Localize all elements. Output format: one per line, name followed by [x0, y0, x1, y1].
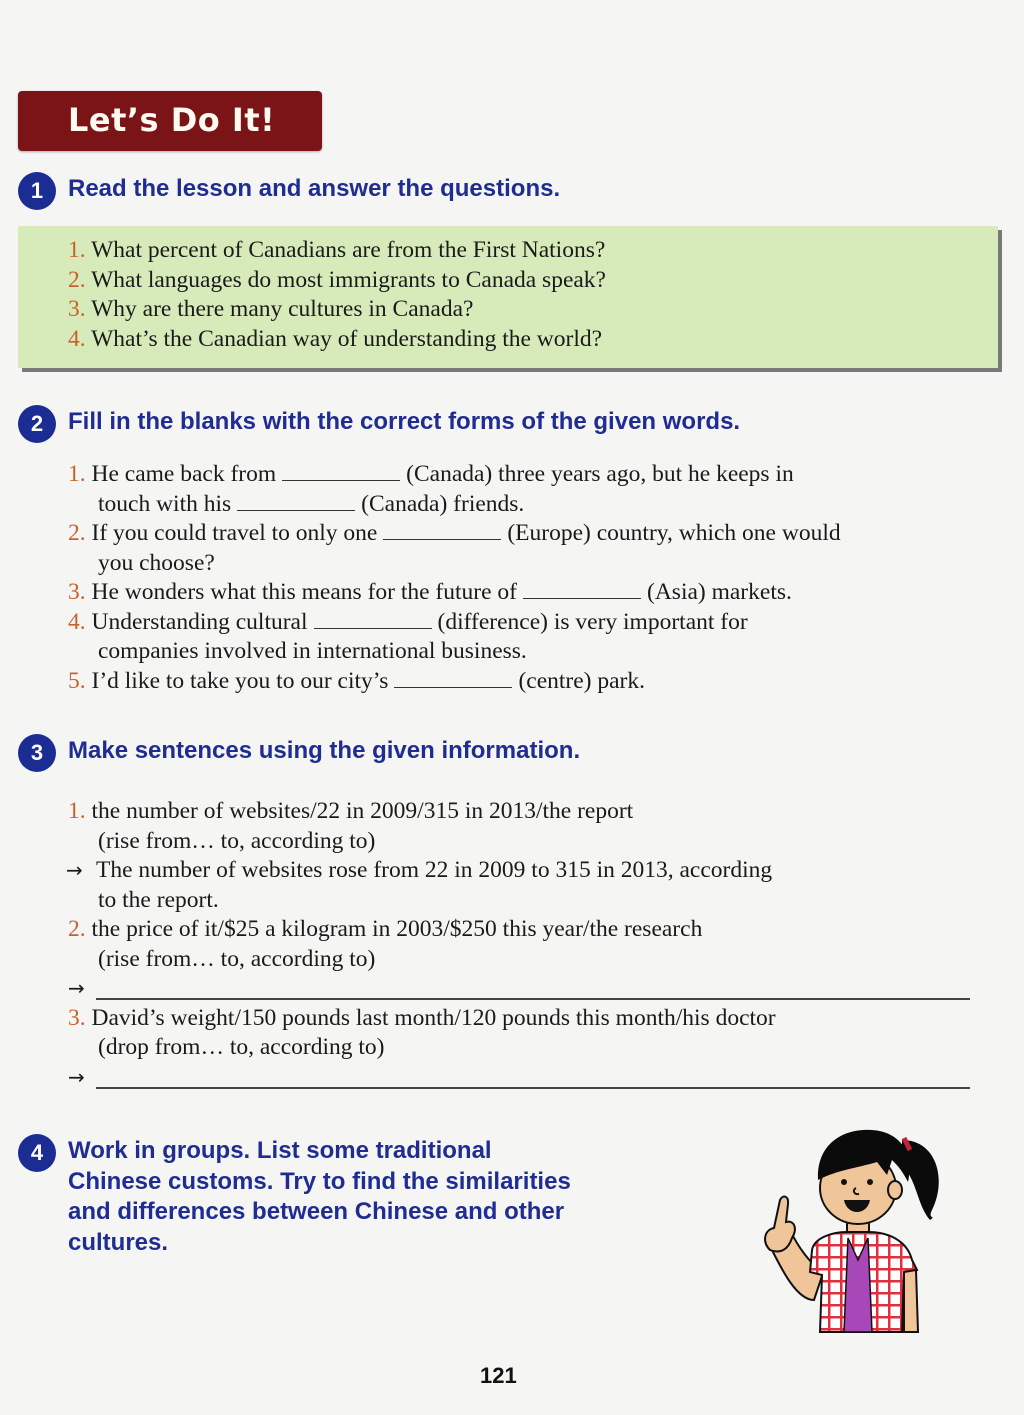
exercise-item-continued: you choose? — [98, 549, 215, 576]
blank-input[interactable] — [383, 520, 501, 540]
answer-line-input[interactable] — [96, 1087, 970, 1089]
exercise-hint: (drop from… to, according to) — [98, 1034, 385, 1060]
page-number: 121 — [480, 1363, 517, 1388]
question-list — [68, 236, 606, 354]
blank-input[interactable] — [523, 579, 641, 599]
section-3-heading — [18, 736, 580, 772]
arrow-icon: → — [68, 1064, 85, 1089]
blank-input[interactable] — [282, 461, 400, 481]
question-item: 3. Why are there many cultures in Canada? — [68, 296, 474, 322]
section-number-badge: 3 — [18, 734, 56, 772]
section-number-badge: 2 — [18, 405, 56, 443]
section-title: Fill in the blanks with the correct forms of the given words. — [68, 408, 741, 435]
exercise-item: 3. He wonders what this means for the future of (Asia) markets. — [68, 579, 792, 605]
exercise-hint: (rise from… to, according to) — [98, 827, 376, 854]
banner-title: Let’s Do It! — [68, 101, 276, 139]
exercise-item: 4. Understanding cultural (difference) is very important for — [68, 608, 748, 635]
question-item: 2. What languages do most immigrants to Canada speak? — [68, 266, 606, 293]
make-sentences-list — [68, 797, 776, 1092]
blank-input[interactable] — [394, 668, 512, 688]
exercise-item: 2. If you could travel to only one (Europe) country, which one would — [68, 520, 841, 546]
exercise-item: 2. the price of it/$25 a kilogram in 2003/$250 this year/the research — [68, 916, 703, 942]
pointing-hand — [765, 1197, 795, 1252]
exercise-item: 1. He came back from (Canada) three years ago, but he keeps in — [68, 461, 794, 487]
exercise-item-continued: companies involved in international business. — [98, 638, 527, 664]
example-answer: → The number of websites rose from 22 in 2009 to 315 in 2013, according — [66, 856, 776, 886]
answer-line-input[interactable] — [96, 998, 970, 1000]
fill-in-blanks-list — [68, 460, 841, 696]
arrow-icon: → — [68, 976, 85, 1000]
example-answer-continued: to the report. — [98, 886, 219, 913]
question-item: 4. What’s the Canadian way of understanding the world? — [68, 325, 603, 352]
exercise-item: 1. the number of websites/22 in 2009/315 in 2013/the report — [68, 798, 634, 824]
questions-box — [18, 226, 998, 368]
girl-illustration — [752, 1120, 952, 1340]
section-number-badge: 4 — [18, 1134, 56, 1172]
section-number-badge: 1 — [18, 172, 56, 210]
section-1-heading — [18, 174, 560, 210]
arrow-icon: → — [66, 858, 83, 882]
blank-input[interactable] — [237, 491, 355, 511]
lets-do-it-banner — [18, 91, 322, 151]
section-title: Make sentences using the given information. — [68, 737, 581, 764]
section-4-heading — [18, 1136, 571, 1258]
section-title: Work in groups. List some traditional Chinese customs. Try to find the similarities and differences between Chinese and other cultures. — [68, 1137, 571, 1256]
question-item: 1. What percent of Canadians are from the First Nations? — [68, 237, 606, 263]
section-2-heading — [18, 407, 740, 443]
exercise-item: 5. I’d like to take you to our city’s (centre) park. — [68, 667, 646, 694]
exercise-item-continued: touch with his (Canada) friends. — [98, 490, 525, 517]
exercise-item: 3. David’s weight/150 pounds last month/120 pounds this month/his doctor — [68, 1004, 776, 1031]
exercise-hint: (rise from… to, according to) — [98, 945, 376, 972]
blank-input[interactable] — [314, 609, 432, 629]
section-title: Read the lesson and answer the questions. — [68, 175, 561, 202]
